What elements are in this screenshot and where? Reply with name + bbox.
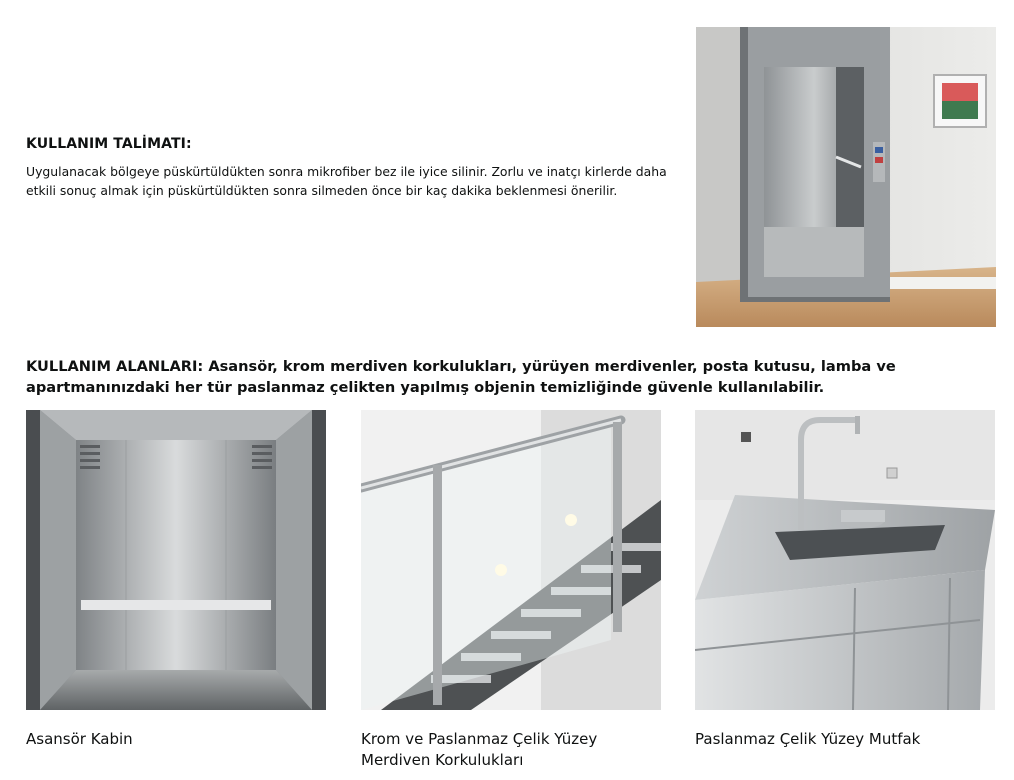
stainless-kitchen-image bbox=[695, 410, 995, 710]
usage-instructions bbox=[26, 136, 686, 200]
staircase-handrail-image bbox=[361, 410, 661, 710]
caption-stainless-kitchen: Paslanmaz Çelik Yüzey Mutfak bbox=[695, 730, 921, 748]
usage-instructions-title: KULLANIM TALİMATI: bbox=[26, 136, 192, 152]
usage-instructions-text: Uygulanacak bölgeye püskürtüldükten sonra mikrofiber bez ile iyice silinir. Zorlu ve inatçı kirlerde daha etkili sonuç almak için püskürtüldükten sonra silmeden önce bir kaç dakika beklenmesi önerilir. bbox=[26, 164, 667, 198]
caption-staircase-handrail: Krom ve Paslanmaz Çelik Yüzey Merdiven Korkulukları bbox=[361, 730, 598, 769]
usage-areas-text: KULLANIM ALANLARI: Asansör, krom merdiven korkulukları, yürüyen merdivenler, posta kutusu, lamba ve apartmanınızdaki her tür paslanmaz çelikten yapılmış objenin temizliğinde güvenle kullanılabilir. bbox=[26, 358, 896, 396]
caption-elevator-cabin: Asansör Kabin bbox=[26, 730, 133, 748]
hero-elevator-image bbox=[696, 27, 996, 327]
elevator-cabin-image bbox=[26, 410, 326, 710]
